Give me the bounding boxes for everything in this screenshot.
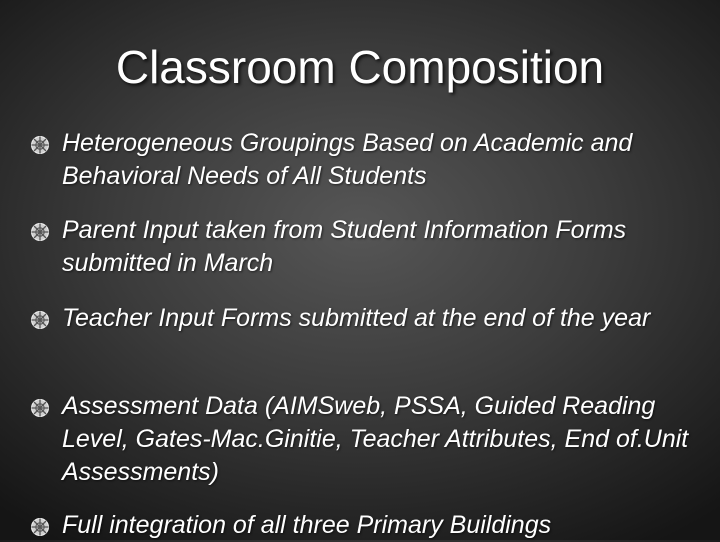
slide-title: Classroom Composition [115, 41, 605, 93]
globe-icon [30, 222, 50, 242]
globe-icon [30, 135, 50, 155]
globe-icon [30, 398, 50, 418]
bullet-text: Teacher Input Forms submitted at the end of the year [62, 304, 651, 332]
bullet-text: Assessment Data (AIMSweb, PSSA, Guided Reading Level, Gates-Mac.Ginitie, Teacher Attributes, End of.Unit Assessments) [62, 392, 689, 486]
bullet-text: Parent Input taken from Student Information Forms submitted in March [62, 216, 627, 277]
bullet-text: Heterogeneous Groupings Based on Academic and Behavioral Needs of All Students [62, 129, 633, 190]
globe-icon [30, 517, 50, 537]
bullet-text: Full integration of all three Primary Buildings [62, 511, 552, 539]
globe-icon [30, 310, 50, 330]
